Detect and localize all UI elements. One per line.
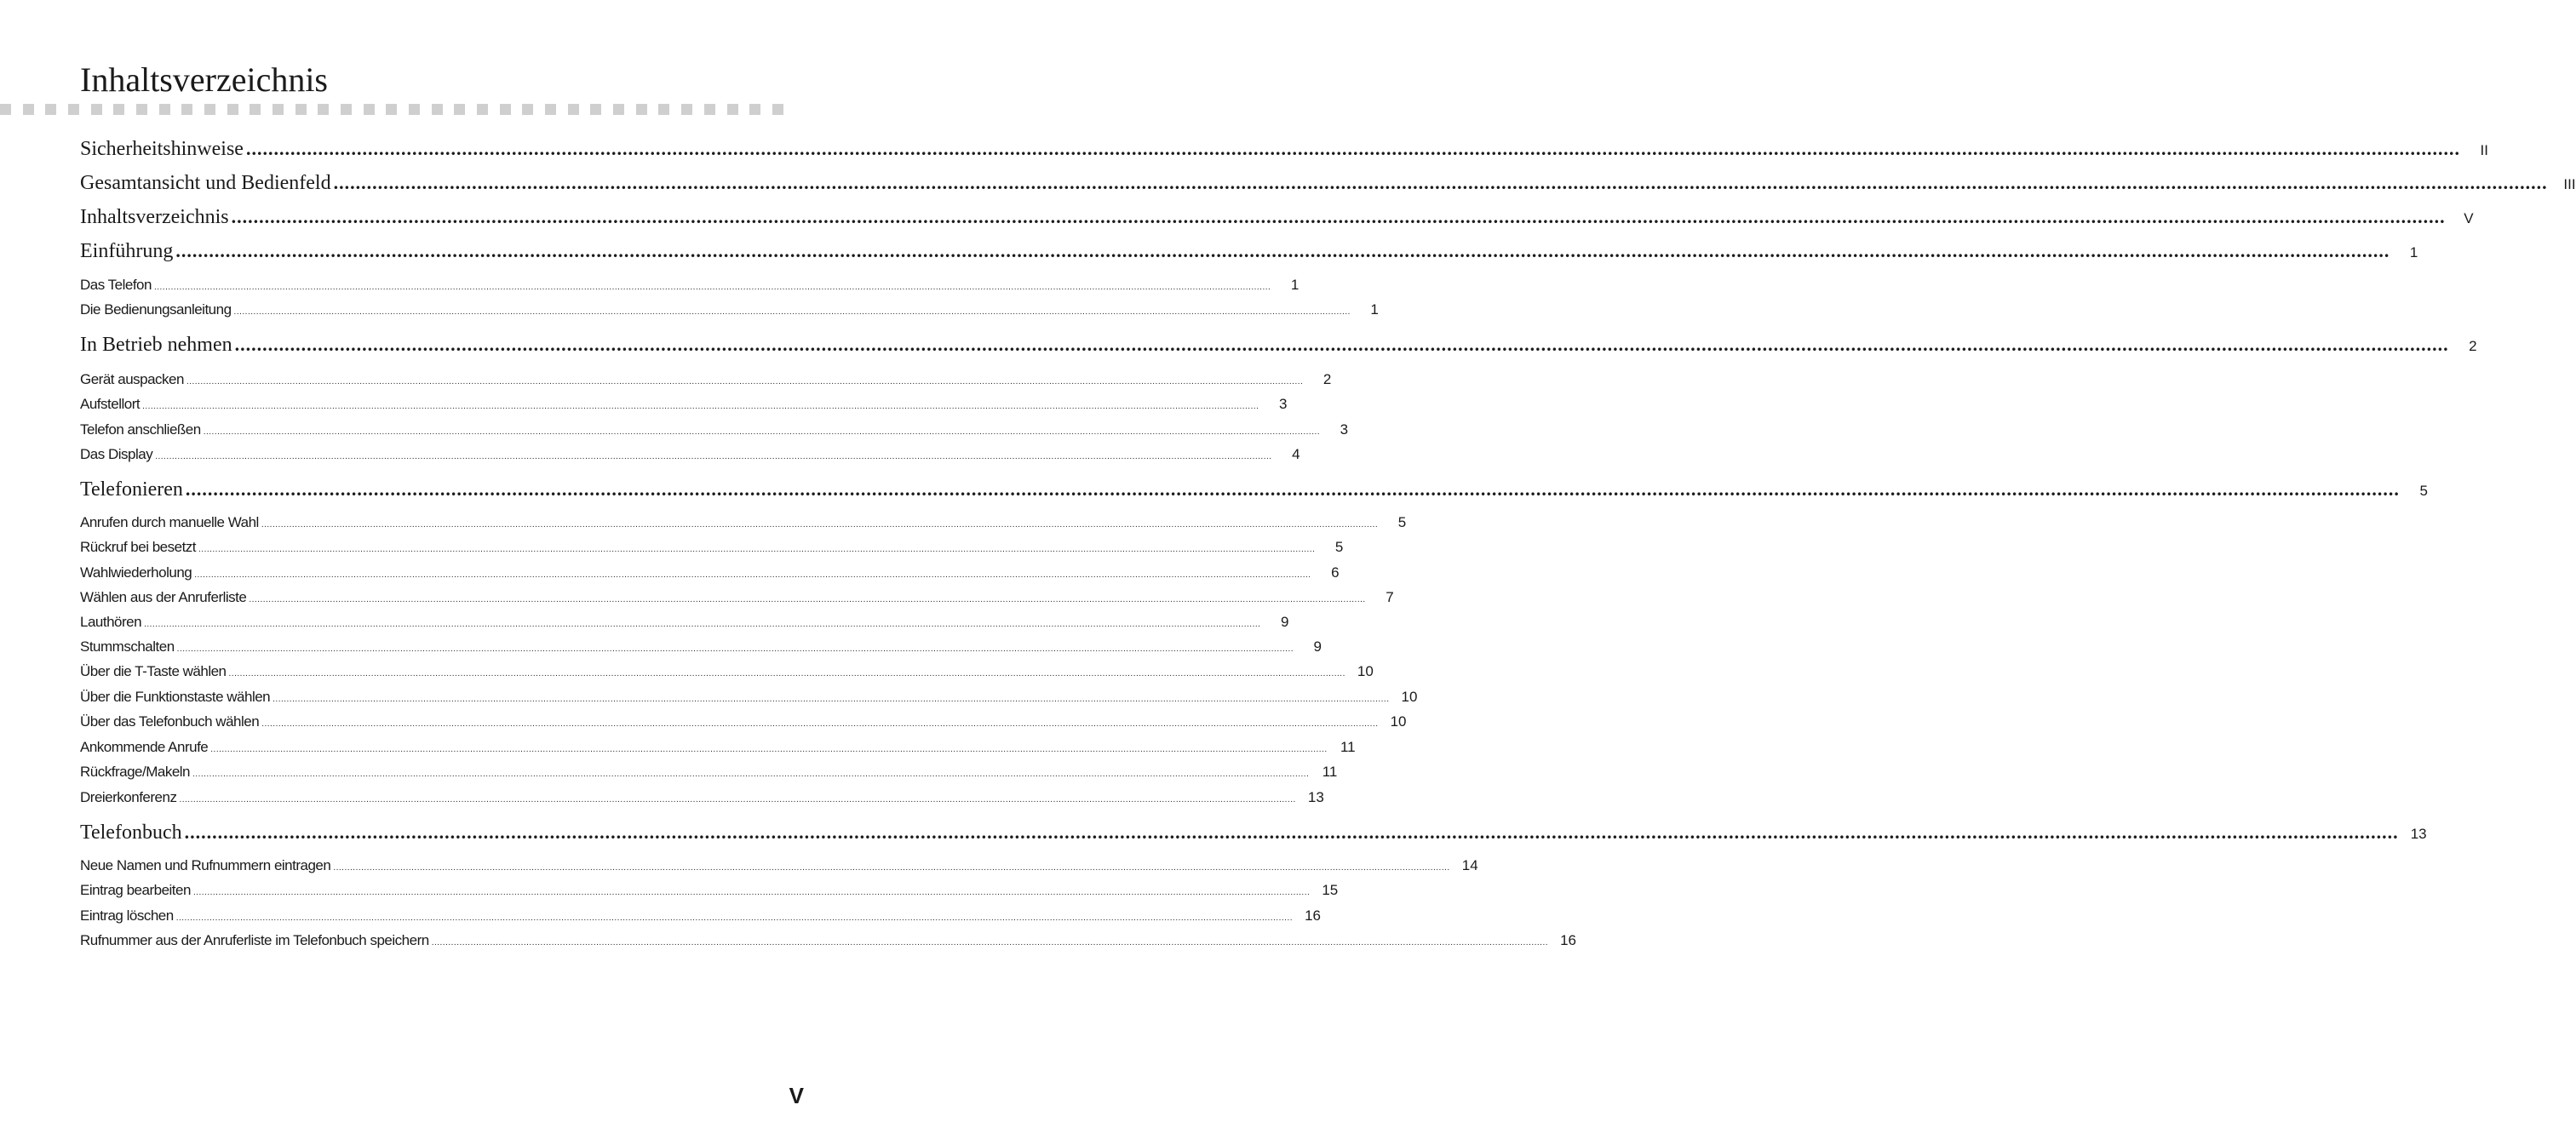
toc-entry-page: 3: [1278, 396, 1288, 412]
toc-entry-label: Aufstellort: [80, 396, 141, 412]
decorative-square-row: [0, 104, 783, 115]
toc-entry-label: Anrufen durch manuelle Wahl: [80, 514, 259, 530]
toc-section-entry: [80, 857, 1478, 874]
toc-entry-page: 5: [2419, 483, 2428, 499]
toc-entry-label: Telefonbuch: [80, 821, 182, 844]
toc-entry-label: Gesamtansicht und Bedienfeld: [80, 172, 331, 194]
dot-leader: ................................................................................................................................................................................................................................................................................................................................................................................................................: [192, 888, 1311, 897]
decorative-square: [113, 104, 124, 115]
page-title: Inhaltsverzeichnis: [80, 60, 328, 99]
decorative-square: [590, 104, 601, 115]
toc-entry-page: 1: [2409, 244, 2418, 260]
toc-chapter-entry: [80, 138, 2488, 161]
toc-entry-label: In Betrieb nehmen: [80, 334, 232, 356]
toc-entry-page: 10: [1357, 663, 1374, 679]
toc-entry-page: 6: [1331, 564, 1340, 581]
decorative-square: [386, 104, 397, 115]
dot-leader: ................................................................................................................................................................................................................................................................................................................................................................................................................: [155, 452, 1272, 461]
dot-leader: ................................................................................................................................................................................................................................................................................................................................................................................................................: [175, 240, 2390, 261]
page-number: V: [789, 1083, 804, 1108]
toc-section-entry: [80, 789, 1324, 806]
toc-chapter-entry: [80, 821, 2427, 844]
toc-entry-label: Stummschalten: [80, 638, 175, 655]
toc-entry-label: Eintrag löschen: [80, 907, 174, 924]
decorative-square: [204, 104, 215, 115]
toc-entry-page: 14: [1461, 857, 1478, 873]
dot-leader: ................................................................................................................................................................................................................................................................................................................................................................................................................: [175, 913, 1294, 923]
toc-section-entry: [80, 614, 1289, 631]
dot-leader: ................................................................................................................................................................................................................................................................................................................................................................................................................: [245, 138, 2460, 159]
dot-leader: ................................................................................................................................................................................................................................................................................................................................................................................................................: [184, 821, 2399, 843]
toc-section-entry: [80, 713, 1407, 730]
dot-leader: ................................................................................................................................................................................................................................................................................................................................................................................................................: [198, 545, 1316, 554]
toc-entry-page: 11: [1322, 764, 1338, 780]
toc-chapter-entry: [80, 206, 2474, 229]
toc-entry-label: Gerät auspacken: [80, 371, 184, 387]
toc-entry-label: Rückfrage/Makeln: [80, 764, 191, 780]
toc-section-entry: [80, 739, 1356, 756]
toc-section-entry: [80, 539, 1344, 556]
toc-entry-label: Die Bedienungsanleitung: [80, 301, 232, 318]
dot-leader: ................................................................................................................................................................................................................................................................................................................................................................................................................: [231, 206, 2446, 227]
dot-leader: ................................................................................................................................................................................................................................................................................................................................................................................................................: [431, 938, 1549, 947]
toc-entry-label: Über die T-Taste wählen: [80, 663, 227, 679]
toc-entry-page: 2: [2469, 338, 2477, 354]
toc-section-entry: [80, 301, 1379, 318]
dot-leader: ................................................................................................................................................................................................................................................................................................................................................................................................................: [144, 620, 1261, 629]
decorative-square: [704, 104, 715, 115]
decorative-square: [545, 104, 556, 115]
decorative-square: [159, 104, 170, 115]
toc-entry-label: Das Telefon: [80, 277, 152, 293]
dot-leader: ................................................................................................................................................................................................................................................................................................................................................................................................................: [194, 570, 1311, 580]
toc-entry-page: 15: [1322, 882, 1339, 898]
dot-leader: ................................................................................................................................................................................................................................................................................................................................................................................................................: [273, 695, 1390, 704]
toc-entry-page: V: [2464, 210, 2474, 226]
decorative-square: [227, 104, 238, 115]
decorative-square: [136, 104, 147, 115]
decorative-square: [295, 104, 307, 115]
dot-leader: ................................................................................................................................................................................................................................................................................................................................................................................................................: [261, 520, 1379, 530]
dot-leader: ................................................................................................................................................................................................................................................................................................................................................................................................................: [261, 719, 1379, 729]
toc-entry-label: Wählen aus der Anruferliste: [80, 589, 247, 605]
toc-chapter-entry: [80, 240, 2418, 263]
toc-entry-label: Rückruf bei besetzt: [80, 539, 197, 555]
dot-leader: ................................................................................................................................................................................................................................................................................................................................................................................................................: [203, 427, 1321, 437]
toc-section-entry: [80, 638, 1322, 655]
toc-entry-page: 9: [1280, 614, 1289, 630]
toc-entry-page: 2: [1322, 371, 1332, 387]
toc-entry-page: 10: [1401, 689, 1418, 705]
toc-entry-label: Inhaltsverzeichnis: [80, 206, 229, 228]
dot-leader: ................................................................................................................................................................................................................................................................................................................................................................................................................: [153, 283, 1271, 292]
dot-leader: ................................................................................................................................................................................................................................................................................................................................................................................................................: [249, 595, 1366, 604]
decorative-square: [727, 104, 738, 115]
toc-section-entry: [80, 764, 1338, 781]
toc-entry-label: Eintrag bearbeiten: [80, 882, 191, 898]
decorative-square: [364, 104, 375, 115]
decorative-square: [409, 104, 420, 115]
toc-entry-page: III: [2563, 176, 2576, 192]
dot-leader: ................................................................................................................................................................................................................................................................................................................................................................................................................: [228, 669, 1345, 678]
dot-leader: ................................................................................................................................................................................................................................................................................................................................................................................................................: [233, 307, 1351, 317]
decorative-square: [522, 104, 533, 115]
decorative-square: [432, 104, 443, 115]
toc-entry-label: Über die Funktionstaste wählen: [80, 689, 271, 705]
toc-entry-label: Ankommende Anrufe: [80, 739, 209, 755]
decorative-square: [681, 104, 692, 115]
toc-entry-page: II: [2480, 142, 2488, 158]
toc-section-entry: [80, 396, 1288, 413]
toc-entry-label: Über das Telefonbuch wählen: [80, 713, 260, 730]
toc-section-entry: [80, 589, 1394, 606]
decorative-square: [568, 104, 579, 115]
toc-section-entry: [80, 371, 1332, 388]
decorative-square: [68, 104, 79, 115]
decorative-square: [636, 104, 647, 115]
toc-entry-page: 10: [1390, 713, 1407, 730]
dot-leader: ................................................................................................................................................................................................................................................................................................................................................................................................................: [234, 334, 2449, 355]
decorative-square: [613, 104, 624, 115]
toc-entry-page: 9: [1313, 638, 1322, 655]
toc-section-entry: [80, 882, 1339, 899]
decorative-square: [477, 104, 488, 115]
decorative-square: [341, 104, 352, 115]
decorative-square: [273, 104, 284, 115]
decorative-square: [318, 104, 329, 115]
decorative-square: [500, 104, 511, 115]
toc-section-entry: [80, 907, 1322, 925]
decorative-square: [454, 104, 465, 115]
toc-entry-page: 16: [1560, 932, 1577, 948]
decorative-square: [0, 104, 11, 115]
dot-leader: ................................................................................................................................................................................................................................................................................................................................................................................................................: [333, 172, 2548, 193]
decorative-square: [749, 104, 760, 115]
toc-section-entry: [80, 277, 1299, 294]
decorative-square: [250, 104, 261, 115]
dot-leader: ................................................................................................................................................................................................................................................................................................................................................................................................................: [179, 795, 1296, 804]
toc-chapter-entry: [80, 334, 2477, 357]
toc-entry-label: Das Display: [80, 446, 153, 462]
decorative-square: [658, 104, 669, 115]
toc-entry-page: 4: [1292, 446, 1300, 462]
toc-entry-page: 5: [1397, 514, 1407, 530]
toc-entry-page: 16: [1305, 907, 1322, 924]
toc-entry-label: Rufnummer aus der Anruferliste im Telefonbuch speichern: [80, 932, 429, 948]
decorative-square: [45, 104, 56, 115]
toc-section-entry: [80, 446, 1300, 463]
dot-leader: ................................................................................................................................................................................................................................................................................................................................................................................................................: [185, 478, 2400, 500]
toc-entry-page: 11: [1340, 739, 1356, 755]
toc-section-entry: [80, 564, 1340, 581]
toc-section-entry: [80, 663, 1374, 680]
dot-leader: ................................................................................................................................................................................................................................................................................................................................................................................................................: [176, 644, 1294, 654]
decorative-square: [23, 104, 34, 115]
toc-entry-label: Telefonieren: [80, 478, 183, 501]
toc-entry-page: 1: [1370, 301, 1379, 318]
toc-entry-label: Telefon anschließen: [80, 421, 201, 438]
toc-entry-page: 3: [1340, 421, 1349, 438]
toc-entry-label: Einführung: [80, 240, 174, 262]
decorative-square: [181, 104, 192, 115]
toc-section-entry: [80, 421, 1349, 438]
toc-chapter-entry: [80, 172, 2576, 195]
decorative-square: [772, 104, 783, 115]
dot-leader: ................................................................................................................................................................................................................................................................................................................................................................................................................: [186, 377, 1304, 386]
toc-section-entry: [80, 689, 1418, 706]
dot-leader: ................................................................................................................................................................................................................................................................................................................................................................................................................: [333, 863, 1450, 873]
toc-entry-label: Dreierkonferenz: [80, 789, 177, 805]
toc-entry-label: Wahlwiederholung: [80, 564, 192, 581]
toc-section-entry: [80, 514, 1407, 531]
dot-leader: ................................................................................................................................................................................................................................................................................................................................................................................................................: [210, 745, 1328, 754]
toc-entry-label: Sicherheitshinweise: [80, 138, 244, 160]
toc-entry-page: 13: [1307, 789, 1324, 805]
dot-leader: ................................................................................................................................................................................................................................................................................................................................................................................................................: [142, 402, 1259, 411]
dot-leader: ................................................................................................................................................................................................................................................................................................................................................................................................................: [192, 770, 1310, 779]
toc-entry-label: Neue Namen und Rufnummern eintragen: [80, 857, 331, 873]
toc-section-entry: [80, 932, 1577, 949]
toc-entry-page: 5: [1334, 539, 1344, 555]
toc-entry-page: 7: [1386, 589, 1394, 605]
toc-chapter-entry: [80, 478, 2428, 501]
decorative-square: [91, 104, 102, 115]
toc-entry-page: 1: [1290, 277, 1299, 293]
toc-entry-page: 13: [2410, 826, 2427, 842]
toc-entry-label: Lauthören: [80, 614, 142, 630]
